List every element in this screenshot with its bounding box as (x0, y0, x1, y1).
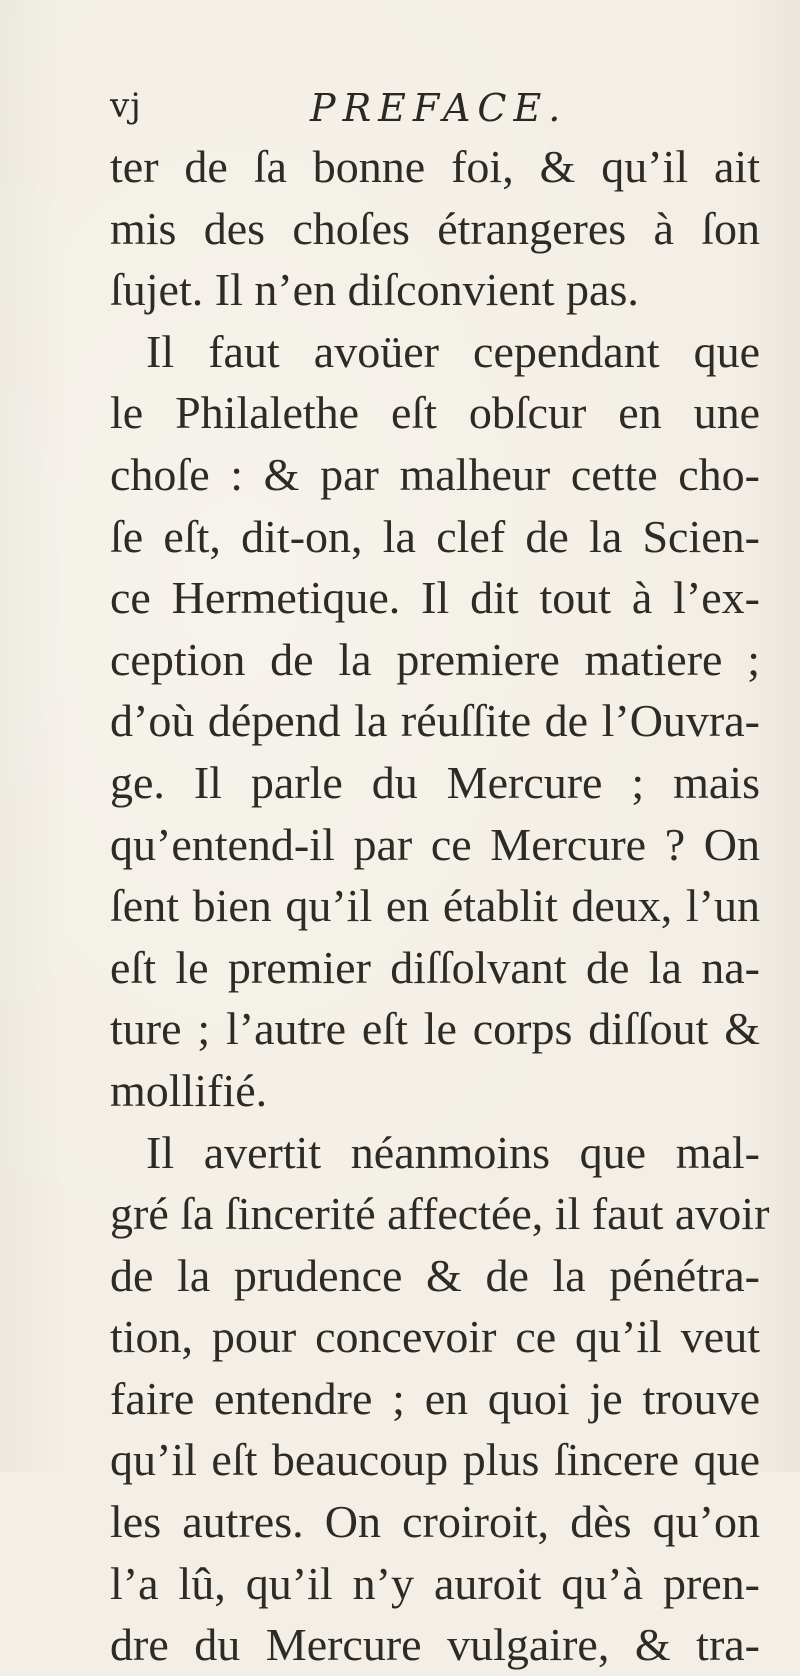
text-line: ge. Il parle du Mercure ; mais (110, 756, 760, 808)
text-line: le Philalethe eſt obſcur en une (110, 387, 760, 439)
text-line: Il avertit néanmoins que mal- (146, 1126, 760, 1178)
text-line: ſujet. Il n’en diſconvient pas. (110, 264, 639, 316)
text-line: ſent bien qu’il en établit deux, l’un (110, 880, 760, 932)
page-number: vj (110, 86, 142, 126)
text-line: qu’entend-il par ce Mercure ? On (110, 818, 760, 870)
text-line: mollifié. (110, 1064, 268, 1116)
text-line: l’a lû, qu’il n’y auroit qu’à pren- (110, 1557, 760, 1609)
text-line: ception de la premiere matiere ; (110, 633, 760, 685)
body-text (110, 136, 770, 1676)
text-line: qu’il eſt beaucoup plus ſincere que (110, 1434, 760, 1486)
text-line: de la prudence & de la pénétra- (110, 1249, 760, 1301)
text-line: d’où dépend la réuſſite de l’Ouvra- (110, 695, 760, 747)
text-line: ſe eſt, dit-on, la clef de la Scien- (110, 510, 760, 562)
text-line: mis des choſes étrangeres à ſon (110, 202, 760, 254)
text-line: choſe : & par malheur cette cho- (110, 448, 760, 500)
text-line: dre du Mercure vulgaire, & tra- (110, 1619, 760, 1671)
text-line: ture ; l’autre eſt le corps diſſout & (110, 1003, 760, 1055)
text-line: eſt le premier diſſolvant de la na- (110, 941, 760, 993)
text-line: ter de ſa bonne foi, & qu’il ait (110, 141, 760, 192)
text-line: ce Hermetique. Il dit tout à l’ex- (110, 572, 760, 624)
text-line: les autres. On croiroit, dès qu’on (110, 1496, 760, 1548)
text-line: gré ſa ſincerité affectée, il faut avoir (110, 1188, 770, 1240)
running-head: PREFACE. (310, 86, 568, 130)
text-line: faire entendre ; en quoi je trouve (110, 1372, 760, 1424)
text-line: tion, pour concevoir ce qu’il veut (110, 1311, 760, 1363)
text-line: Il faut avoüer cependant que (146, 325, 760, 377)
